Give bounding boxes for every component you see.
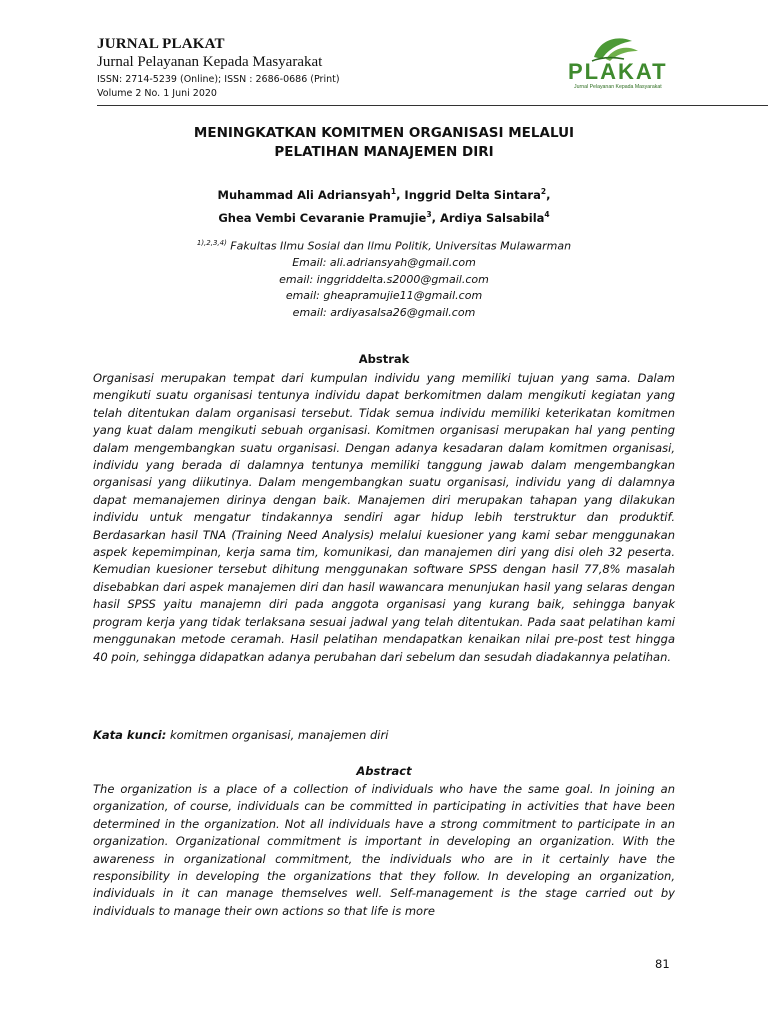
affiliation-text: Fakultas Ilmu Sosial dan Ilmu Politik, Universitas Mulawarman <box>226 239 572 253</box>
logo-tagline: Jurnal Pelayanan Kepada Masyarakat <box>574 84 662 90</box>
author-affiliation-mark: 3 <box>426 209 432 219</box>
keywords-text: komitmen organisasi, manajemen diri <box>166 728 389 742</box>
affiliation-block <box>97 235 671 321</box>
paper-title-line2: PELATIHAN MANAJEMEN DIRI <box>274 144 494 160</box>
abstract-heading: Abstract <box>356 764 412 778</box>
email-line: email: ardiyasalsa26@gmail.com <box>292 305 476 319</box>
journal-title: JURNAL PLAKAT <box>97 36 225 52</box>
journal-volume: Volume 2 No. 1 Juni 2020 <box>97 88 217 99</box>
journal-subtitle: Jurnal Pelayanan Kepada Masyarakat <box>97 54 323 70</box>
affiliation <box>97 235 671 255</box>
email-line: Email: ali.adriansyah@gmail.com <box>292 256 476 270</box>
abstrak-heading: Abstrak <box>358 352 410 366</box>
logo-wordmark: PLAKAT <box>568 59 668 84</box>
author-list <box>97 182 671 228</box>
author-affiliation-mark: 4 <box>544 209 550 219</box>
authors-line2 <box>97 205 671 228</box>
header-rule <box>97 105 768 106</box>
author-separator: , <box>546 187 551 202</box>
keywords <box>93 728 388 742</box>
author-name: , Ardiya Salsabila <box>431 210 545 225</box>
keywords-label: Kata kunci: <box>93 728 167 742</box>
page-number: 81 <box>655 957 670 971</box>
email-line: email: gheapramujie11@gmail.com <box>285 289 483 303</box>
author-name: , Inggrid Delta Sintara <box>396 187 541 202</box>
journal-issn: ISSN: 2714-5239 (Online); ISSN : 2686-0686 (Print) <box>97 74 340 85</box>
email-line: email: inggriddelta.s2000@gmail.com <box>279 272 489 286</box>
abstrak-body: Organisasi merupakan tempat dari kumpulan individu yang memiliki tujuan yang sama. Dalam mengikuti suatu organisasi tentunya individu dapat berkomitmen dalam mengikuti kegiatan yang telah ditentukan dalam organisasi tersebut. Tidak semua individu memiliki keterikatan komitmen yang kuat dalam mengikuti sebuah organisasi. Komitmen organisasi merupakan hal yang penting dalam mengembangkan suatu organisasi. Dengan adanya kesadaran dalam komitmen organisasi, individu yang berada di dalamnya tentunya memiliki tanggung jawab dalam mengembangkan organisasi yang diikutinya. Dalam mengembangkan suatu organisasi, individu yang di dalamnya dapat memanajemen dirinya dengan baik. Manajemen diri merupakan tahapan yang dilakukan individu untuk mengatur tindakannya sendiri agar hidup lebih terstruktur dan produktif. Berdasarkan hasil TNA (Training Need Analysis) melalui kuesioner yang kami sebar menggunakan aspek kepemimpinan, kerja sama tim, komunikasi, dan manajemen diri yang disi oleh 32 peserta. Kemudian kuesioner tersebut dihitung menggunakan software SPSS dengan hasil 77,8% masalah disebabkan dari aspek manajemen diri dan hasil wawancara menunjukan hasil yang selaras dengan hasil SPSS yaitu manajemn diri pada anggota organisasi yang kurang baik, sehingga banyak program kerja yang tidak terlaksana sesuai jadwal yang telah ditentukan. Pada saat pelatihan kami menggunakan metode ceramah. Hasil pelatihan mendapatkan kenaikan nilai pre-post test hingga 40 poin, sehingga didapatkan adanya perubahan dari sebelum dan sesudah diadakannya pelatihan. <box>93 371 675 664</box>
authors-line1 <box>97 182 671 205</box>
abstract-body: The organization is a place of a collection of individuals who have the same goal. In joining an organization, of course, individuals can be committed in participating in activities that have been determined in the organization. Not all individuals have a strong commitment to participate in an organization. Organizational commitment is important in developing an organization. With the awareness in organizational commitment, the individuals who are in it certainly have the responsibility in developing the organizations that they follow. In developing an organization, individuals in it can manage themselves well. Self-management is the stage carried out by individuals to manage their own actions so that life is more <box>93 782 675 918</box>
author-affiliation-mark: 2 <box>540 187 547 196</box>
paper-title-line1: MENINGKATKAN KOMITMEN ORGANISASI MELALUI <box>193 125 575 141</box>
author-name: Ghea Vembi Cevaranie Pramujie <box>218 210 427 225</box>
author-name: Muhammad Ali Adriansyah <box>217 187 391 202</box>
author-affiliation-mark: 1 <box>390 187 397 196</box>
plakat-logo <box>562 33 684 91</box>
journal-header <box>97 36 340 99</box>
paper-title <box>97 124 671 162</box>
affiliation-marks: 1),2,3,4) <box>196 239 227 247</box>
